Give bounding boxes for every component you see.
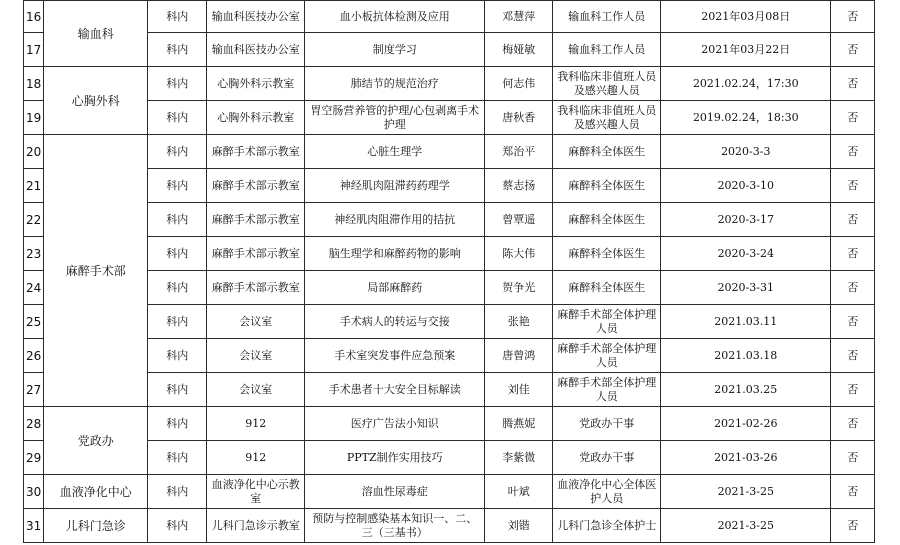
location-cell: 心胸外科示教室 — [207, 101, 305, 135]
location-cell: 会议室 — [207, 373, 305, 407]
date-cell: 2021-3-25 — [661, 475, 831, 509]
table-row — [24, 373, 875, 407]
topic-cell: 医疗广告法小知识 — [305, 407, 485, 441]
row-number: 19 — [24, 101, 44, 135]
table-row — [24, 237, 875, 271]
flag-cell: 否 — [831, 237, 875, 271]
audience-cell: 麻醉科全体医生 — [553, 237, 661, 271]
location-cell: 912 — [207, 407, 305, 441]
topic-cell: 预防与控制感染基本知识一、二、三（三基书） — [305, 509, 485, 543]
row-number: 20 — [24, 135, 44, 169]
date-cell: 2020-3-17 — [661, 203, 831, 237]
table-row — [24, 407, 875, 441]
location-cell: 麻醉手术部示教室 — [207, 271, 305, 305]
training-type-cell: 科内 — [148, 509, 207, 543]
department-cell: 麻醉手术部 — [44, 135, 148, 407]
flag-cell: 否 — [831, 169, 875, 203]
speaker-cell: 腾燕妮 — [485, 407, 553, 441]
date-cell: 2020-3-3 — [661, 135, 831, 169]
table-row — [24, 339, 875, 373]
flag-cell: 否 — [831, 203, 875, 237]
audience-cell: 血液净化中心全体医护人员 — [553, 475, 661, 509]
topic-cell: 心脏生理学 — [305, 135, 485, 169]
row-number: 25 — [24, 305, 44, 339]
audience-cell: 麻醉科全体医生 — [553, 203, 661, 237]
table-row — [24, 1, 875, 33]
speaker-cell: 刘佳 — [485, 373, 553, 407]
flag-cell: 否 — [831, 407, 875, 441]
speaker-cell: 梅娅敏 — [485, 33, 553, 67]
training-type-cell: 科内 — [148, 203, 207, 237]
row-number: 16 — [24, 1, 44, 33]
location-cell: 输血科医技办公室 — [207, 1, 305, 33]
table-row — [24, 67, 875, 101]
row-number: 27 — [24, 373, 44, 407]
speaker-cell: 曾覃遥 — [485, 203, 553, 237]
speaker-cell: 唐秋香 — [485, 101, 553, 135]
speaker-cell: 刘锴 — [485, 509, 553, 543]
date-cell: 2021年03月08日 — [661, 1, 831, 33]
topic-cell: 肺结节的规范治疗 — [305, 67, 485, 101]
audience-cell: 党政办干事 — [553, 407, 661, 441]
topic-cell: 溶血性尿毒症 — [305, 475, 485, 509]
training-type-cell: 科内 — [148, 169, 207, 203]
training-type-cell: 科内 — [148, 1, 207, 33]
training-type-cell: 科内 — [148, 305, 207, 339]
date-cell: 2021.03.25 — [661, 373, 831, 407]
row-number: 23 — [24, 237, 44, 271]
speaker-cell: 唐曾鸿 — [485, 339, 553, 373]
date-cell: 2020-3-24 — [661, 237, 831, 271]
row-number: 28 — [24, 407, 44, 441]
audience-cell: 党政办干事 — [553, 441, 661, 475]
department-cell: 心胸外科 — [44, 67, 148, 135]
topic-cell: 神经肌肉阻滞作用的拮抗 — [305, 203, 485, 237]
speaker-cell: 邓慧萍 — [485, 1, 553, 33]
department-cell: 血液净化中心 — [44, 475, 148, 509]
speaker-cell: 张艳 — [485, 305, 553, 339]
speaker-cell: 贺争光 — [485, 271, 553, 305]
flag-cell: 否 — [831, 475, 875, 509]
date-cell: 2021-3-25 — [661, 509, 831, 543]
speaker-cell: 叶斌 — [485, 475, 553, 509]
table-row — [24, 135, 875, 169]
location-cell: 心胸外科示教室 — [207, 67, 305, 101]
row-number: 22 — [24, 203, 44, 237]
row-number: 21 — [24, 169, 44, 203]
audience-cell: 麻醉手术部全体护理人员 — [553, 339, 661, 373]
training-type-cell: 科内 — [148, 271, 207, 305]
location-cell: 输血科医技办公室 — [207, 33, 305, 67]
flag-cell: 否 — [831, 373, 875, 407]
speaker-cell: 李紫微 — [485, 441, 553, 475]
date-cell: 2021.03.11 — [661, 305, 831, 339]
table-row — [24, 271, 875, 305]
date-cell: 2020-3-10 — [661, 169, 831, 203]
training-type-cell: 科内 — [148, 67, 207, 101]
topic-cell: 胃空肠营养管的护理/心包剥离手术护理 — [305, 101, 485, 135]
row-number: 30 — [24, 475, 44, 509]
location-cell: 麻醉手术部示教室 — [207, 237, 305, 271]
table-row — [24, 441, 875, 475]
training-type-cell: 科内 — [148, 101, 207, 135]
audience-cell: 麻醉科全体医生 — [553, 135, 661, 169]
location-cell: 儿科门急诊示教室 — [207, 509, 305, 543]
topic-cell: 手术患者十大安全目标解读 — [305, 373, 485, 407]
topic-cell: PPTZ制作实用技巧 — [305, 441, 485, 475]
audience-cell: 麻醉手术部全体护理人员 — [553, 373, 661, 407]
row-number: 26 — [24, 339, 44, 373]
audience-cell: 麻醉科全体医生 — [553, 169, 661, 203]
training-type-cell: 科内 — [148, 475, 207, 509]
location-cell: 麻醉手术部示教室 — [207, 169, 305, 203]
location-cell: 会议室 — [207, 305, 305, 339]
table-body — [24, 1, 875, 543]
topic-cell: 手术病人的转运与交接 — [305, 305, 485, 339]
flag-cell: 否 — [831, 101, 875, 135]
audience-cell: 我科临床非值班人员及感兴趣人员 — [553, 67, 661, 101]
speaker-cell: 蔡志扬 — [485, 169, 553, 203]
table-row — [24, 305, 875, 339]
department-cell: 输血科 — [44, 1, 148, 67]
audience-cell: 儿科门急诊全体护士 — [553, 509, 661, 543]
table-row — [24, 33, 875, 67]
date-cell: 2021-02-26 — [661, 407, 831, 441]
training-type-cell: 科内 — [148, 339, 207, 373]
row-number: 24 — [24, 271, 44, 305]
topic-cell: 手术室突发事件应急预案 — [305, 339, 485, 373]
table-row — [24, 203, 875, 237]
department-cell: 儿科门急诊 — [44, 509, 148, 543]
table-row — [24, 475, 875, 509]
location-cell: 麻醉手术部示教室 — [207, 203, 305, 237]
table-row — [24, 509, 875, 543]
row-number: 18 — [24, 67, 44, 101]
location-cell: 会议室 — [207, 339, 305, 373]
topic-cell: 局部麻醉药 — [305, 271, 485, 305]
training-schedule-table — [23, 0, 875, 543]
training-type-cell: 科内 — [148, 33, 207, 67]
department-cell: 党政办 — [44, 407, 148, 475]
audience-cell: 输血科工作人员 — [553, 33, 661, 67]
flag-cell: 否 — [831, 67, 875, 101]
date-cell: 2021.03.18 — [661, 339, 831, 373]
flag-cell: 否 — [831, 271, 875, 305]
topic-cell: 血小板抗体检测及应用 — [305, 1, 485, 33]
audience-cell: 麻醉手术部全体护理人员 — [553, 305, 661, 339]
row-number: 17 — [24, 33, 44, 67]
speaker-cell: 陈大伟 — [485, 237, 553, 271]
speaker-cell: 郑治平 — [485, 135, 553, 169]
training-type-cell: 科内 — [148, 441, 207, 475]
flag-cell: 否 — [831, 135, 875, 169]
audience-cell: 输血科工作人员 — [553, 1, 661, 33]
flag-cell: 否 — [831, 305, 875, 339]
location-cell: 麻醉手术部示教室 — [207, 135, 305, 169]
date-cell: 2021.02.24，17:30 — [661, 67, 831, 101]
flag-cell: 否 — [831, 339, 875, 373]
location-cell: 血液净化中心示教室 — [207, 475, 305, 509]
topic-cell: 制度学习 — [305, 33, 485, 67]
training-type-cell: 科内 — [148, 407, 207, 441]
topic-cell: 脑生理学和麻醉药物的影响 — [305, 237, 485, 271]
flag-cell: 否 — [831, 33, 875, 67]
speaker-cell: 何志伟 — [485, 67, 553, 101]
topic-cell: 神经肌肉阻滞药药理学 — [305, 169, 485, 203]
flag-cell: 否 — [831, 509, 875, 543]
flag-cell: 否 — [831, 1, 875, 33]
location-cell: 912 — [207, 441, 305, 475]
training-type-cell: 科内 — [148, 237, 207, 271]
training-type-cell: 科内 — [148, 373, 207, 407]
date-cell: 2021年03月22日 — [661, 33, 831, 67]
flag-cell: 否 — [831, 441, 875, 475]
audience-cell: 麻醉科全体医生 — [553, 271, 661, 305]
training-type-cell: 科内 — [148, 135, 207, 169]
audience-cell: 我科临床非值班人员及感兴趣人员 — [553, 101, 661, 135]
row-number: 29 — [24, 441, 44, 475]
date-cell: 2020-3-31 — [661, 271, 831, 305]
table-row — [24, 169, 875, 203]
date-cell: 2019.02.24，18:30 — [661, 101, 831, 135]
row-number: 31 — [24, 509, 44, 543]
date-cell: 2021-03-26 — [661, 441, 831, 475]
table-row — [24, 101, 875, 135]
